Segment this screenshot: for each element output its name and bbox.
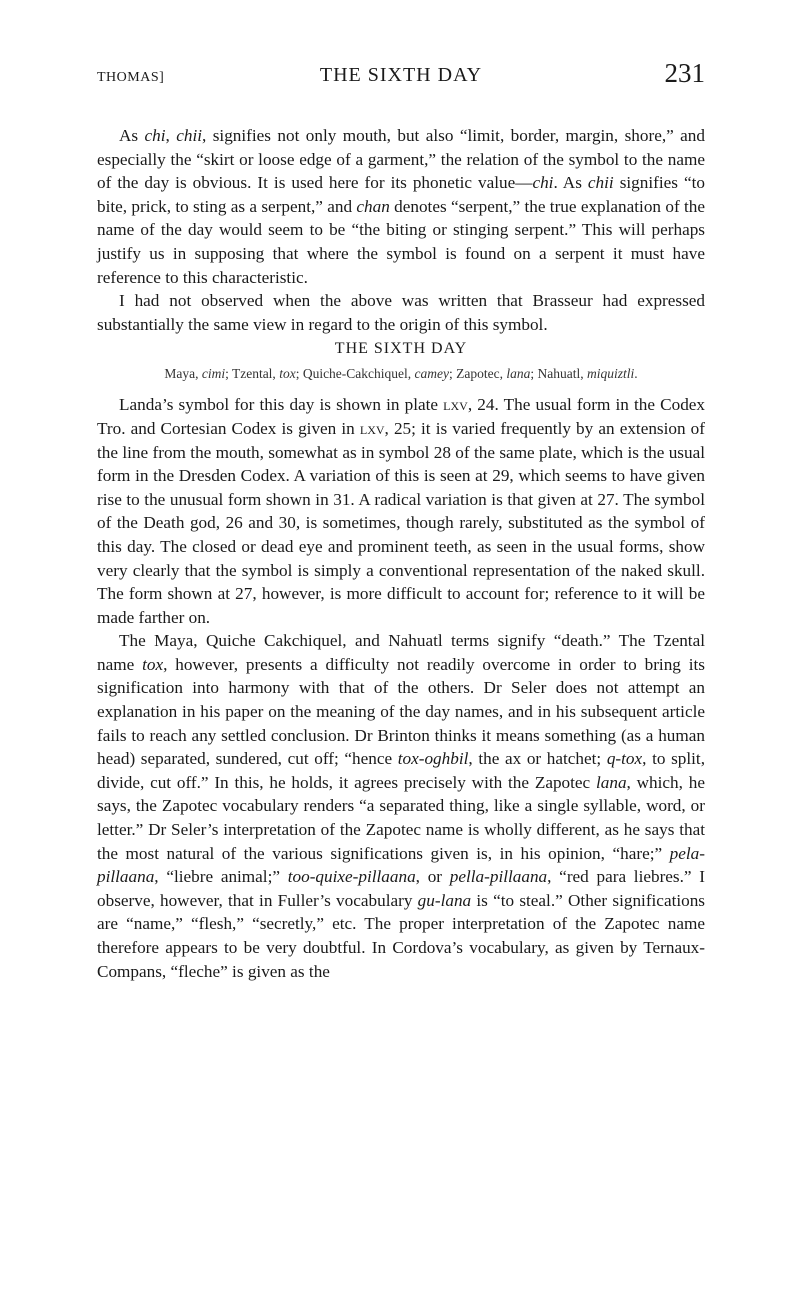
day-names-list: Maya, cimi; Tzental, tox; Quiche-Cakchiquel, camey; Zapotec, lana; Nahuatl, miquiztli. [164,366,638,382]
page-body [97,124,705,983]
paragraph-brasseur-note: I had not observed when the above was written that Brasseur had expressed substantially the same view in regard to the origin of this symbol. [97,291,705,334]
page-number: 231 [664,58,705,88]
section-heading: THE SIXTH DAY [334,340,468,358]
running-header [97,58,705,94]
paragraph-chi: As chi, chii, signifies not only mouth, but also “limit, border, margin, shore,” and especially the “skirt or loose edge of a garment,” the relation of the symbol to the name of the day is obvious. It is used here for its phonetic value—chi. As chii signifies “to bite, prick, to sting as a serpent,” and chan denotes “serpent,” the true explanation of the name of the day would seem to be “the biting or stinging serpent.” This will perhaps justify us in supposing that where the symbol is found on a serpent it must have reference to this characteristic. [97,126,705,287]
header-title: THE SIXTH DAY [319,64,483,86]
paragraph-death-terms: The Maya, Quiche Cakchiquel, and Nahuatl terms signify “death.” The Tzental name tox, however, presents a difficulty not readily overcome in order to bring its signification into harmony with that of the others. Dr Seler does not attempt an explanation in his paper on the meaning of the day names, and in his subsequent article fails to reach any settled conclusion. Dr Brinton thinks it means something (as a human head) separated, sundered, cut off; “hence tox-oghbil, the ax or hatchet; q-tox, to split, divide, cut off.” In this, he holds, it agrees precisely with the Zapotec lana, which, he says, the Zapotec vocabulary renders “a separated thing, like a single syllable, word, or letter.” Dr Seler’s interpretation of the Zapotec name is wholly different, as he says that the most natural of the various significations given is, in his opinion, “hare;” pela-pillaana, “liebre animal;” too-quixe-pillaana, or pella-pillaana, “red para liebres.” I observe, however, that in Fuller’s vocabulary gu-lana is “to steal.” Other significations are “name,” “flesh,” “secretly,” etc. The proper interpretation of the Zapotec name therefore appears to be very doubtful. In Cordova’s vocabulary, as given by Ternaux-Compans, “fleche” is given as the [97,631,706,981]
header-author: THOMAS] [97,70,165,85]
paragraph-landa-symbol: Landa’s symbol for this day is shown in plate lxv, 24. The usual form in the Codex Tro. and Cortesian Codex is given in lxv, 25; it is varied frequently by an extension of the line from the mouth, somewhat as in symbol 28 of the same plate, which is the usual form in the Dresden Codex. A variation of this is seen at 29, which seems to have given rise to the unusual form shown in 31. A radical variation is that given at 27. The symbol of the Death god, 26 and 30, is sometimes, though rarely, substituted as the symbol of this day. The closed or dead eye and prominent teeth, as seen in the usual forms, show very clearly that the symbol is simply a conventional representation of the naked skull. The form shown at 27, however, is more difficult to account for; reference to it will be made farther on. [97,395,706,627]
